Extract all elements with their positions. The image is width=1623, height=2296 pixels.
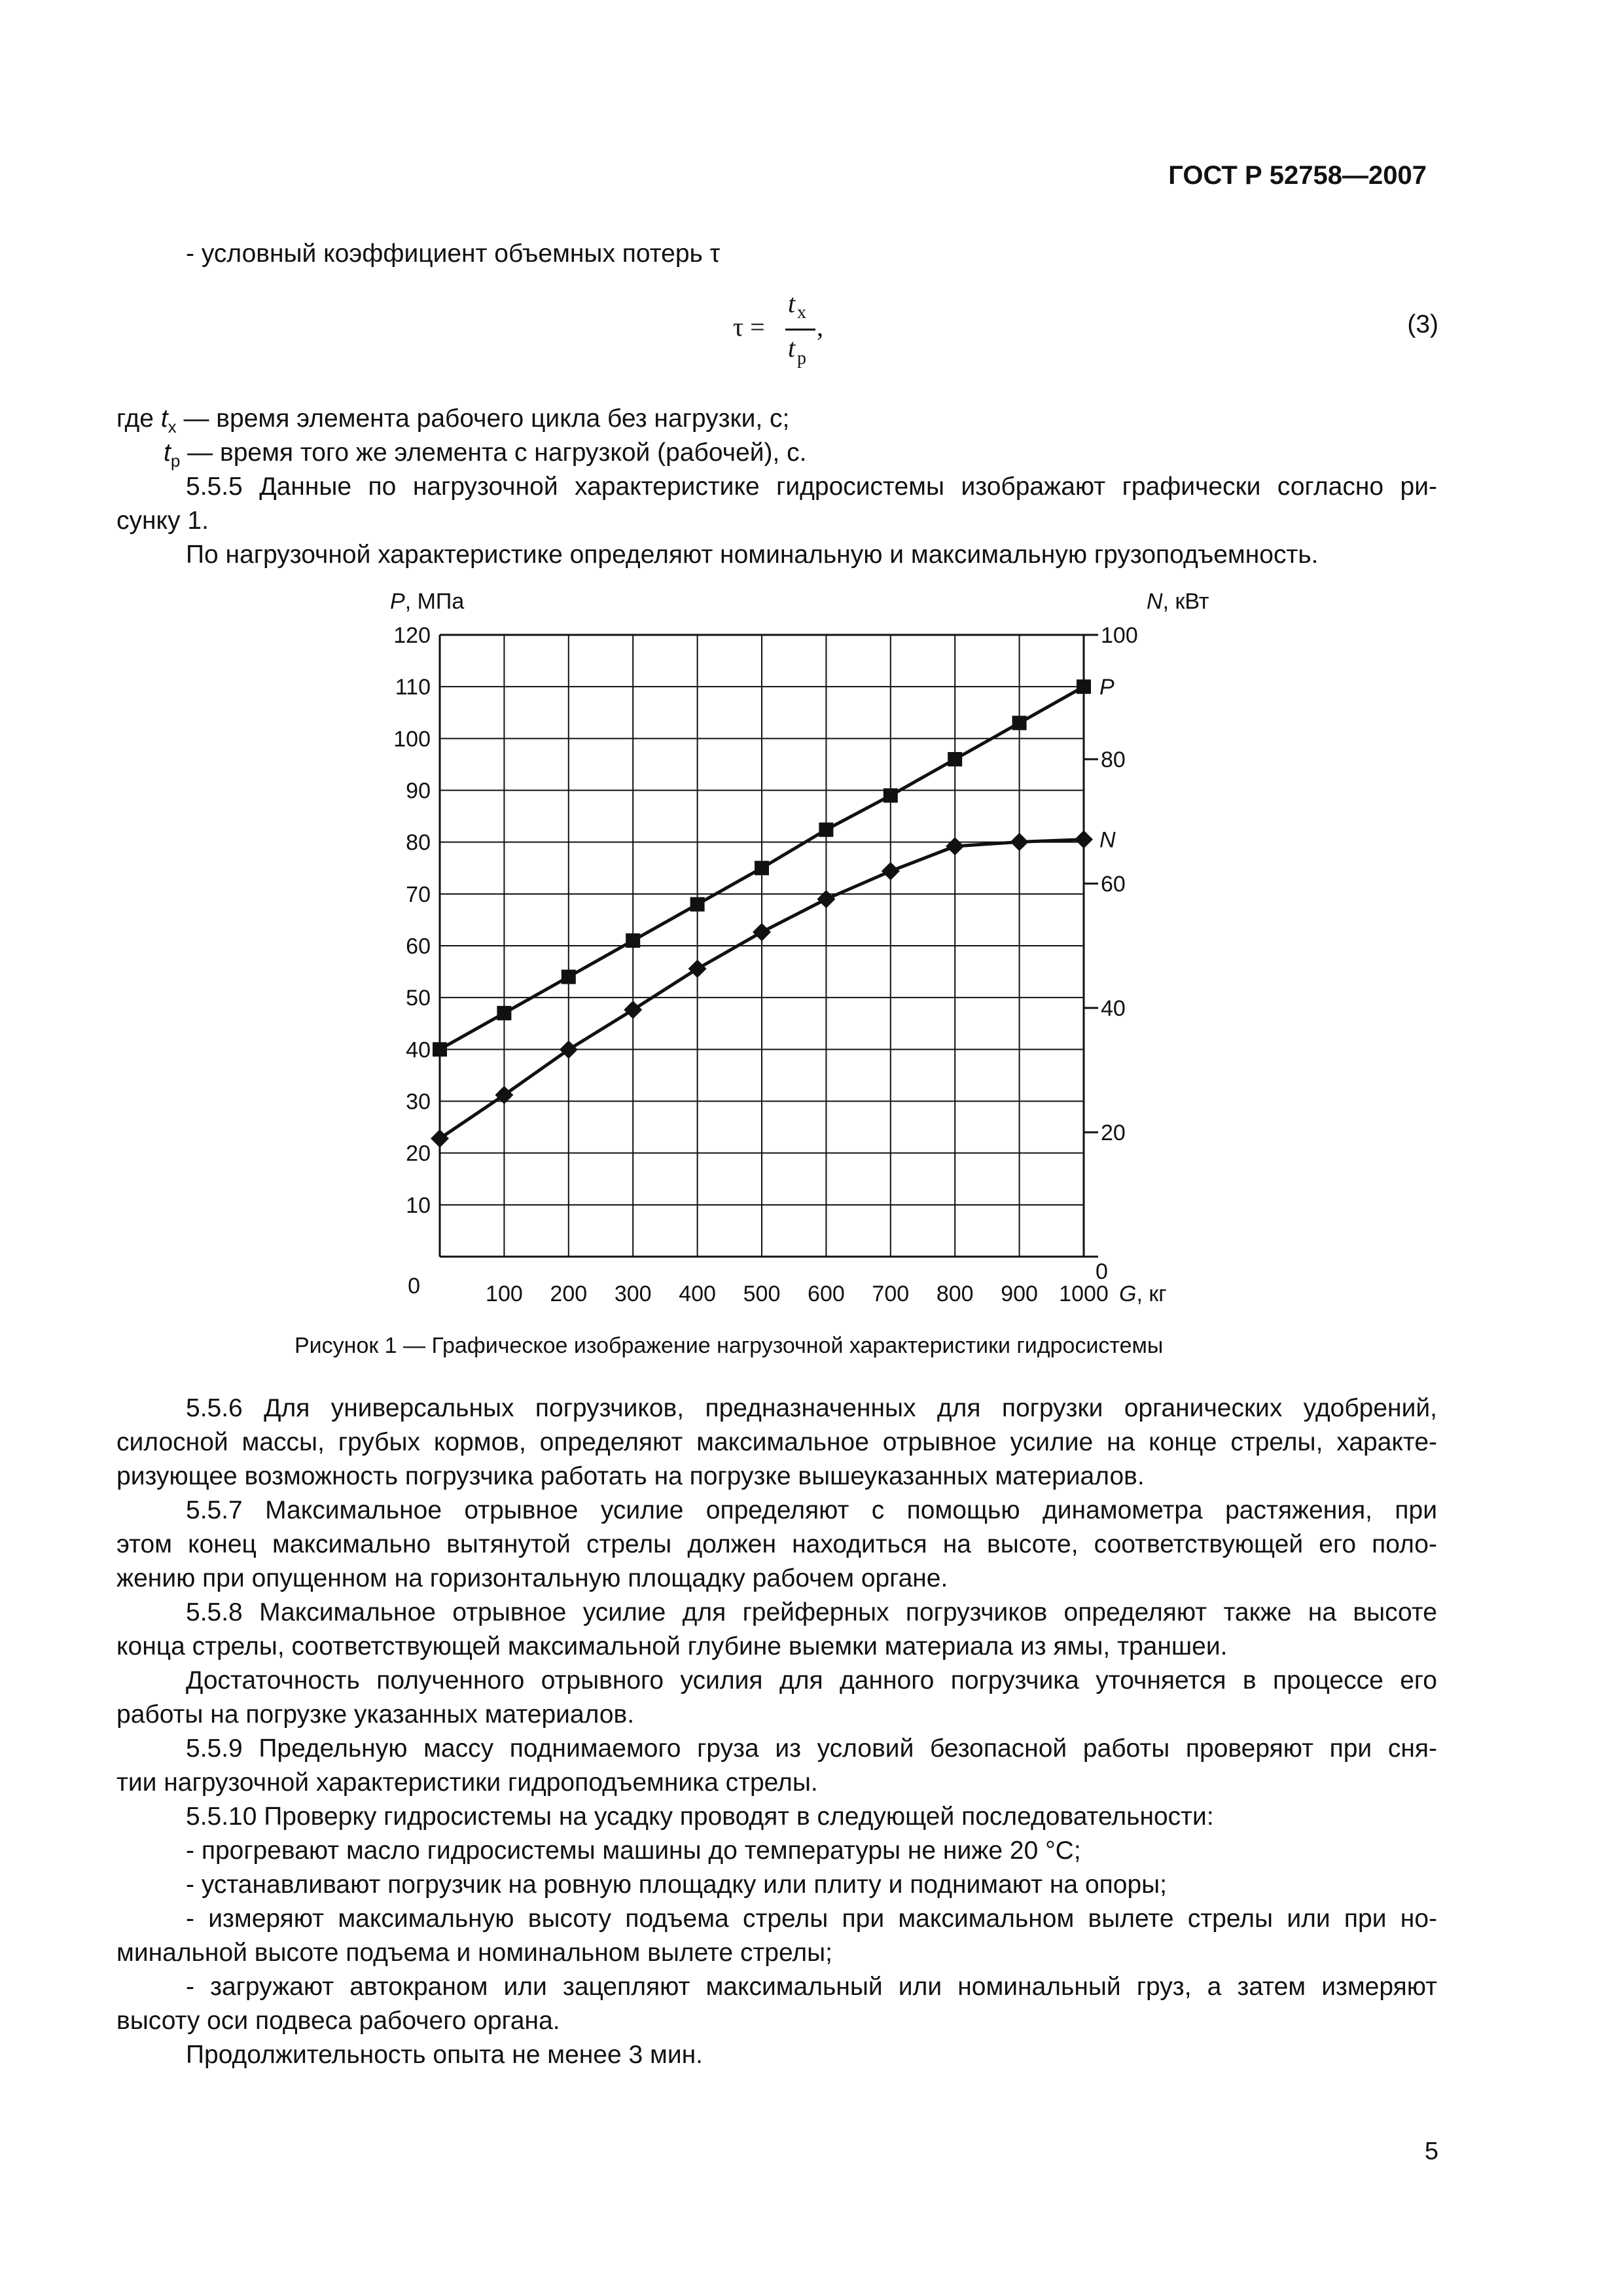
page-number: 5	[1424, 2138, 1438, 2165]
x-axis-unit: , кг	[1136, 1282, 1167, 1306]
marker-square	[562, 970, 576, 984]
marker-diamond	[688, 960, 707, 978]
marker-square	[819, 823, 833, 837]
marker-square	[690, 897, 705, 912]
left-tick-label: 20	[406, 1141, 431, 1166]
right-tick-label: 80	[1101, 747, 1126, 772]
marker-diamond	[431, 1130, 449, 1148]
x-tick-label: 200	[550, 1282, 588, 1306]
where-text-tx: — время элемента рабочего цикла без нагрузки, с;	[176, 404, 790, 433]
formula-comma: ,	[817, 312, 823, 342]
marker-diamond	[817, 890, 835, 908]
right-axis-var: N	[1147, 589, 1163, 614]
paragraph-5-5-5-line-1: 5.5.5 Данные по нагрузочной характеристике гидросистемы изображают графически согласно ри-	[186, 473, 1437, 501]
paragraph-duration: Продолжительность опыта не менее 3 мин.	[186, 2041, 704, 2069]
paragraph-5-5-9-line-1: 5.5.9 Предельную массу поднимаемого груза из условий безопасной работы проверяют при сня-	[186, 1734, 1437, 1763]
left-tick-label: 30	[406, 1089, 431, 1115]
marker-square	[433, 1042, 447, 1056]
step-load-line-1: - загружают автокраном или зацепляют максимальный или номинальный груз, а затем измеряют	[186, 1973, 1437, 2001]
right-tick-label: 40	[1101, 996, 1126, 1021]
where-sub-p: p	[170, 450, 181, 471]
paragraph-5-5-8-line-2: конца стрелы, соответствующей максимальной глубине выемки материала из ямы, траншеи.	[116, 1632, 1228, 1660]
x-tick-label: 1000	[1059, 1282, 1109, 1306]
paragraph-5-5-8-line-1: 5.5.8 Максимальное отрывное усилие для грейферных погрузчиков определяют также на высоте	[186, 1598, 1437, 1626]
paragraph-5-5-7-line-3: жению при опущенном на горизонтальную площадку рабочем органе.	[116, 1564, 948, 1592]
marker-diamond	[882, 862, 900, 880]
paragraph-5-5-5-line-2: сунку 1.	[116, 507, 209, 535]
step-install-loader: - устанавливают погрузчик на ровную площадку или плиту и поднимают на опоры;	[186, 1871, 1168, 1899]
paragraph-5-5-6-line-1: 5.5.6 Для универсальных погрузчиков, предназначенных для погрузки органических удобрений,	[186, 1394, 1437, 1422]
marker-square	[1012, 716, 1027, 730]
formula-denominator-var: t	[788, 333, 796, 363]
left-tick-label: 80	[406, 830, 431, 855]
where-sub-x: x	[168, 416, 177, 437]
left-tick-label: 40	[406, 1037, 431, 1063]
where-var-tx: t	[160, 404, 168, 433]
left-tick-label: 120	[393, 623, 431, 648]
marker-diamond	[1010, 833, 1029, 851]
marker-diamond	[1075, 831, 1093, 849]
right-tick-label: 20	[1101, 1121, 1126, 1145]
x-tick-label: 800	[936, 1282, 974, 1306]
left-tick-label: 70	[406, 882, 431, 907]
marker-diamond	[624, 1001, 642, 1019]
origin-zero-label: 0	[408, 1274, 420, 1299]
right-axis-title	[1147, 589, 1209, 614]
paragraph-sufficiency-line-2: работы на погрузке указанных материалов.	[116, 1700, 635, 1729]
left-tick-label: 100	[393, 726, 431, 752]
x-tick-label: 700	[872, 1282, 910, 1306]
marker-square	[883, 788, 898, 802]
formula-numerator-sub: x	[797, 302, 806, 323]
formula-lhs: τ =	[733, 312, 765, 342]
formula-3	[733, 288, 825, 380]
formula-numerator-var: t	[788, 289, 796, 318]
where-prefix: где	[116, 404, 161, 433]
marker-diamond	[753, 923, 771, 941]
paragraph-5-5-9-line-2: тии нагрузочной характеристики гидроподъемника стрелы.	[116, 1768, 818, 1797]
x-tick-label: 500	[743, 1282, 781, 1306]
series-label-p: P	[1099, 675, 1115, 700]
left-axis-unit: , МПа	[404, 589, 465, 614]
load-characteristic-chart	[366, 576, 1283, 1322]
paragraph-5-5-7-line-2: этом конец максимально вытянутой стрелы должен находиться на высоте, соответствующей его поло-	[116, 1530, 1437, 1558]
step-measure-height-line-2: минальной высоте подъема и номинальном вылете стрелы;	[116, 1939, 833, 1967]
marker-diamond	[946, 837, 964, 855]
document-code: ГОСТ Р 52758—2007	[1168, 161, 1427, 190]
x-axis-title	[1119, 1282, 1167, 1306]
left-tick-label: 50	[406, 986, 431, 1011]
paragraph-5-5-6-line-3: ризующее возможность погрузчика работать на погрузке вышеуказанных материалов.	[116, 1462, 1145, 1490]
right-tick-label: 0	[1096, 1259, 1108, 1284]
left-tick-label: 90	[406, 778, 431, 804]
step-measure-height-line-1: - измеряют максимальную высоту подъема стрелы при максимальном вылете стрелы или при но-	[186, 1905, 1437, 1933]
step-load-line-2: высоту оси подвеса рабочего органа.	[116, 2007, 560, 2035]
marker-square	[497, 1006, 511, 1020]
left-tick-label: 10	[406, 1193, 431, 1218]
fraction-bar	[785, 329, 815, 331]
paragraph-5-5-6-line-2: силосной массы, грубых кормов, определяют максимальное отрывное усилие на конце стрелы, характе-	[116, 1428, 1437, 1456]
paragraph-5-5-10: 5.5.10 Проверку гидросистемы на усадку проводят в следующей последовательности:	[186, 1803, 1214, 1831]
x-tick-label: 400	[679, 1282, 716, 1306]
marker-square	[626, 933, 640, 948]
left-axis-title	[390, 589, 464, 614]
where-var-tp: t	[164, 439, 171, 467]
marker-square	[1077, 679, 1091, 694]
paragraph-nominal-capacity: По нагрузочной характеристике определяют номинальную и максимальную грузоподъемность.	[186, 541, 1319, 569]
x-tick-label: 300	[614, 1282, 652, 1306]
x-tick-label: 900	[1001, 1282, 1038, 1306]
x-tick-label: 100	[486, 1282, 523, 1306]
formula-number: (3)	[1407, 310, 1438, 338]
figure-caption: Рисунок 1 — Графическое изображение нагрузочной характеристики гидросистемы	[294, 1333, 1164, 1358]
left-tick-label: 110	[395, 675, 431, 700]
right-axis-ticks	[1084, 635, 1098, 1257]
right-tick-label: 100	[1101, 623, 1138, 648]
left-axis-var: P	[390, 589, 405, 614]
x-tick-label: 600	[808, 1282, 845, 1306]
right-axis-unit: , кВт	[1162, 589, 1209, 614]
paragraph-sufficiency-line-1: Достаточность полученного отрывного усилия для данного погрузчика уточняется в процессе его	[186, 1666, 1437, 1695]
where-text-tp: — время того же элемента с нагрузкой (рабочей), с.	[180, 439, 807, 467]
left-tick-label: 60	[406, 934, 431, 959]
right-tick-label: 60	[1101, 872, 1126, 897]
paragraph-5-5-7-line-1: 5.5.7 Максимальное отрывное усилие определяют с помощью динамометра растяжения, при	[186, 1496, 1437, 1524]
formula-denominator-sub: p	[797, 348, 806, 368]
series-label-n: N	[1099, 827, 1116, 853]
intro-list-item: - условный коэффициент объемных потерь τ	[186, 240, 721, 268]
step-warm-oil: - прогревают масло гидросистемы машины до температуры не ниже 20 °С;	[186, 1837, 1081, 1865]
marker-square	[755, 861, 769, 875]
x-axis-var: G	[1119, 1282, 1137, 1306]
marker-square	[948, 752, 962, 766]
